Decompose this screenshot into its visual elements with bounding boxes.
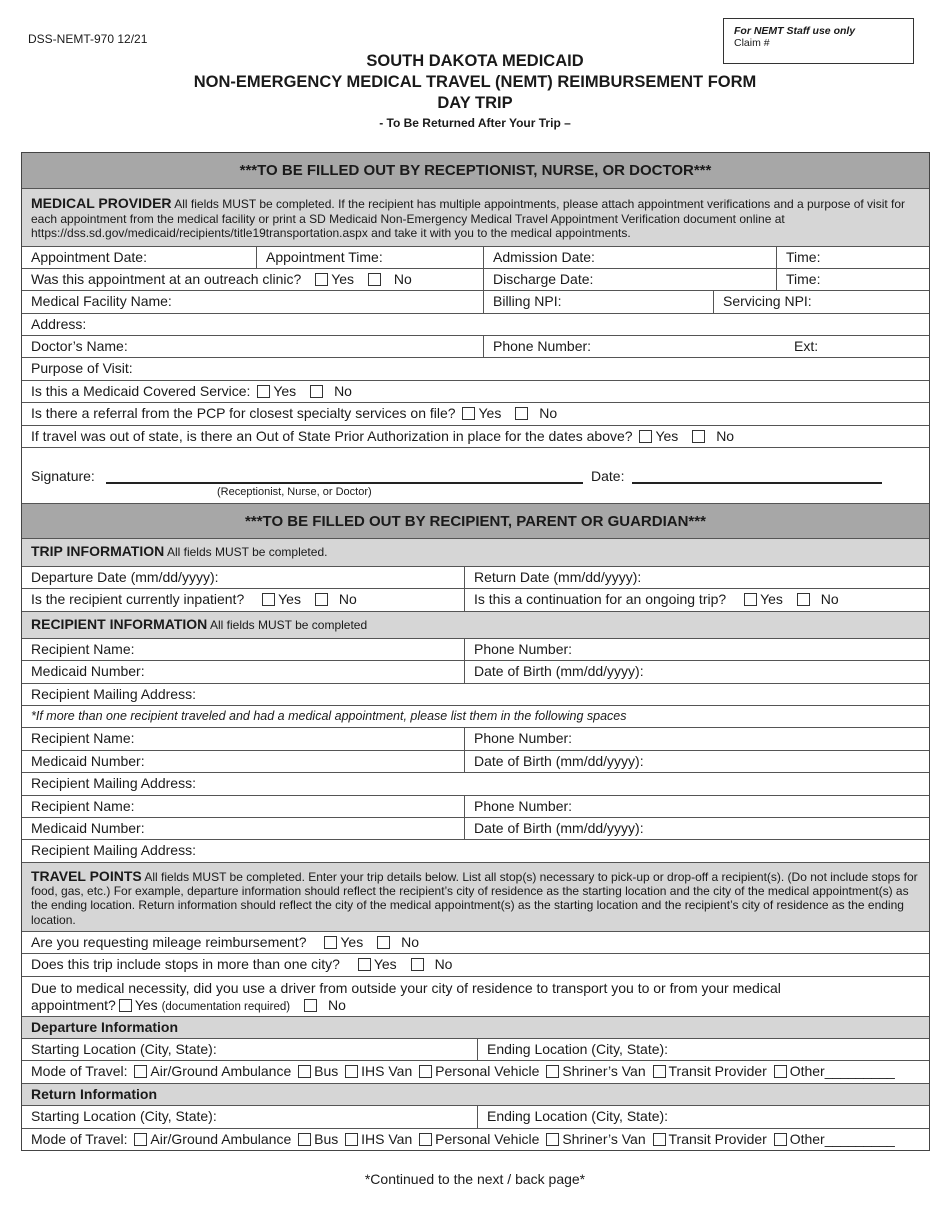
departure-date-field[interactable]: Departure Date (mm/dd/yyyy): (31, 569, 219, 586)
continuation-yes-checkbox[interactable] (744, 593, 757, 606)
departure-mode-checkbox-7[interactable] (774, 1065, 787, 1078)
departure-mode-option-3: IHS Van (361, 1063, 413, 1080)
departure-mode-option-5: Shriner’s Van (562, 1063, 646, 1080)
return-ending-location-field[interactable]: Ending Location (City, State): (477, 1106, 929, 1127)
recipient-3-name-field[interactable]: Recipient Name: (31, 797, 135, 814)
driver-question (22, 977, 929, 1016)
mileage-yes-label: Yes (340, 933, 364, 950)
referral-no-checkbox[interactable] (515, 407, 528, 420)
recipient-2-phone-field[interactable]: Phone Number: (464, 728, 929, 749)
recipient-3-address-field[interactable]: Recipient Mailing Address: (31, 842, 196, 859)
recipient-2-name-field[interactable]: Recipient Name: (31, 730, 135, 747)
signature-label: Signature: (31, 468, 95, 485)
inpatient-yes-label: Yes (278, 591, 301, 608)
address-field[interactable]: Address: (31, 315, 87, 332)
driver-yes-checkbox[interactable] (119, 999, 132, 1012)
return-mode-checkbox-7[interactable] (774, 1133, 787, 1146)
driver-no-label: No (327, 996, 346, 1013)
return-mode-option-6: Transit Provider (668, 1130, 767, 1147)
discharge-time-field[interactable]: Time: (776, 269, 929, 290)
departure-mode-label: Mode of Travel: (31, 1063, 128, 1080)
recipient-3-phone-field[interactable]: Phone Number: (464, 796, 929, 817)
travel-points-text: All fields MUST be completed. Enter your trip details below. List all stop(s) necessary to pick-up or drop-off a recipient(s). (Do not include stops for food, gas, etc.) For example, departure information should reflect the recipient’s city of residence as the starting location and the city of the medical appointment(s) as the ending location. Return information should reflect the city of the medical appointment(s) as the starting location and the recipient’s city of residence as the ending location. (31, 869, 918, 927)
appointment-time-field[interactable]: Appointment Time: (256, 247, 483, 268)
address-row (22, 313, 929, 335)
provider-band-text: ***TO BE FILLED OUT BY RECEPTIONIST, NURSE, OR DOCTOR*** (239, 162, 712, 179)
recipient-info-title: RECIPIENT INFORMATION (31, 615, 208, 632)
driver-yes-label: Yes (134, 996, 158, 1013)
departure-mode-checkbox-5[interactable] (546, 1065, 559, 1078)
provider-intro (22, 189, 929, 246)
mileage-yes-checkbox[interactable] (324, 936, 337, 949)
continuation-no-label: No (820, 591, 839, 608)
continuation-label: Is this a continuation for an ongoing trip? (474, 591, 727, 608)
trip-info-title: TRIP INFORMATION (31, 543, 165, 560)
departure-info-title: Departure Information (31, 1018, 179, 1035)
continued-note: *Continued to the next / back page* (364, 1171, 586, 1187)
recipient-3-dob-field[interactable]: Date of Birth (mm/dd/yyyy): (464, 818, 929, 839)
doctor-name-field[interactable]: Doctor’s Name: (31, 338, 128, 355)
outreach-label: Was this appointment at an outreach clinic? (31, 270, 302, 287)
signature-date-line[interactable] (632, 482, 882, 484)
stops-no-checkbox[interactable] (411, 958, 424, 971)
return-mode-option-2: Bus (314, 1130, 339, 1147)
provider-phone-field[interactable]: Phone Number: (483, 336, 785, 357)
covered-no-checkbox[interactable] (310, 385, 323, 398)
covered-service-label: Is this a Medicaid Covered Service: (31, 382, 251, 399)
documentation-required-label: (documentation required) (161, 1000, 291, 1013)
inpatient-label: Is the recipient currently inpatient? (31, 591, 245, 608)
facility-row (22, 290, 929, 312)
admission-date-field[interactable]: Admission Date: (483, 247, 776, 268)
referral-row (22, 402, 929, 424)
recipient-info-note: All fields MUST be completed (207, 617, 368, 632)
provider-section-band (22, 153, 929, 188)
referral-yes-label: Yes (478, 405, 502, 422)
driver-row (22, 976, 929, 1016)
form-id: DSS-NEMT-970 12/21 (28, 32, 148, 46)
recipient-2-address-field[interactable]: Recipient Mailing Address: (31, 775, 196, 792)
out-of-state-label: If travel was out of state, is there an Out of State Prior Authorization in place for the dates above? (31, 427, 633, 444)
return-locations-row (22, 1105, 929, 1127)
return-mode-option-3: IHS Van (361, 1130, 413, 1147)
trip-info-header (22, 538, 929, 566)
mileage-label: Are you requesting mileage reimbursement? (31, 933, 307, 950)
return-info-title: Return Information (31, 1085, 157, 1102)
purpose-of-visit-field[interactable]: Purpose of Visit: (31, 360, 133, 377)
driver-no-checkbox[interactable] (304, 999, 317, 1012)
provider-ext-field[interactable]: Ext: (794, 338, 819, 355)
recipient-2-address-row (22, 772, 929, 794)
return-date-field[interactable]: Return Date (mm/dd/yyyy): (464, 567, 929, 588)
outreach-row (22, 268, 929, 290)
appointment-row (22, 246, 929, 268)
admission-time-field[interactable]: Time: (776, 247, 929, 268)
facility-name-field[interactable]: Medical Facility Name: (31, 293, 172, 310)
departure-info-header (22, 1016, 929, 1038)
stops-yes-label: Yes (373, 956, 397, 973)
recipient-1-medicaid-row (22, 660, 929, 682)
return-mode-option-5: Shriner’s Van (562, 1130, 646, 1147)
recipient-3-medicaid-row (22, 817, 929, 839)
recipient-3-name-row (22, 795, 929, 817)
multi-recipient-note-row (22, 705, 929, 727)
recipient-1-address-row (22, 683, 929, 705)
servicing-npi-field[interactable]: Servicing NPI: (713, 291, 929, 312)
claim-number-label: Claim # (734, 37, 770, 49)
referral-label: Is there a referral from the PCP for closest specialty services on file? (31, 405, 456, 422)
recipient-2-dob-field[interactable]: Date of Birth (mm/dd/yyyy): (464, 751, 929, 772)
stops-no-label: No (434, 956, 453, 973)
return-mode-row (22, 1128, 929, 1150)
return-mode-checkbox-1[interactable] (134, 1133, 147, 1146)
return-mode-checkbox-4[interactable] (419, 1133, 432, 1146)
departure-mode-option-7: Other_________ (789, 1063, 895, 1080)
outreach-no-checkbox[interactable] (368, 273, 381, 286)
out-of-state-yes-checkbox[interactable] (639, 430, 652, 443)
departure-ending-location-field[interactable]: Ending Location (City, State): (477, 1039, 929, 1060)
return-mode-options (22, 1129, 929, 1150)
departure-mode-row (22, 1060, 929, 1082)
covered-yes-label: Yes (273, 382, 297, 399)
reimbursement-form (21, 152, 930, 1151)
provider-intro-row (22, 188, 929, 246)
recipient-band-text: ***TO BE FILLED OUT BY RECIPIENT, PARENT OR GUARDIAN*** (245, 512, 706, 530)
provider-intro-title: MEDICAL PROVIDER (31, 195, 172, 211)
departure-mode-checkbox-3[interactable] (345, 1065, 358, 1078)
trip-info-note: All fields MUST be completed. (164, 545, 328, 560)
inpatient-row (22, 588, 929, 610)
provider-intro-text: All fields MUST be completed. If the recipient has multiple appointments, please attach appointment verifications and a purpose of visit for each appointment from the medical facility or print a SD Medicaid Non-Emergency Medical Travel Appointment Verification document online at https://dss.sd.gov/medicaid/recipients/title19transportation.aspx and take it with you to the medical appointments. (31, 197, 906, 240)
return-starting-location-field[interactable]: Starting Location (City, State): (31, 1108, 217, 1125)
recipient-2-medicaid-field[interactable]: Medicaid Number: (31, 752, 145, 769)
recipient-1-address-field[interactable]: Recipient Mailing Address: (31, 685, 196, 702)
continuation-yes-label: Yes (760, 591, 783, 608)
covered-service-row (22, 380, 929, 402)
multi-recipient-note: *If more than one recipient traveled and had a medical appointment, please list them in the following spaces (31, 708, 627, 723)
continuation-no-checkbox[interactable] (797, 593, 810, 606)
recipient-section-band (22, 503, 929, 538)
doctor-row (22, 335, 929, 357)
title-line-1: SOUTH DAKOTA MEDICAID (366, 52, 584, 70)
departure-mode-checkbox-1[interactable] (134, 1065, 147, 1078)
return-mode-option-1: Air/Ground Ambulance (150, 1130, 292, 1147)
driver-question-line1: Due to medical necessity, did you use a driver from outside your city of residence to transport you to or from your medical (31, 979, 781, 996)
referral-no-label: No (539, 405, 558, 422)
signature-row (22, 447, 929, 503)
travel-points-intro-row (22, 862, 929, 931)
departure-starting-location-field[interactable]: Starting Location (City, State): (31, 1041, 217, 1058)
signature-sublabel: (Receptionist, Nurse, or Doctor) (217, 486, 372, 499)
out-of-state-no-checkbox[interactable] (692, 430, 705, 443)
recipient-info-header (22, 611, 929, 638)
travel-points-intro (22, 863, 929, 931)
stops-row (22, 953, 929, 975)
recipient-1-phone-field[interactable]: Phone Number: (464, 639, 929, 660)
departure-mode-option-2: Bus (314, 1063, 339, 1080)
inpatient-no-checkbox[interactable] (315, 593, 328, 606)
purpose-row (22, 357, 929, 379)
mileage-no-label: No (401, 933, 420, 950)
recipient-3-address-row (22, 839, 929, 861)
return-mode-option-4: Personal Vehicle (435, 1130, 540, 1147)
signature-date-label: Date: (591, 468, 625, 485)
outreach-no-label: No (393, 270, 412, 287)
discharge-date-field[interactable]: Discharge Date: (483, 269, 776, 290)
title-line-2: NON-EMERGENCY MEDICAL TRAVEL (NEMT) REIMBURSEMENT FORM (193, 73, 757, 91)
return-mode-label: Mode of Travel: (31, 1130, 128, 1147)
departure-mode-options (22, 1061, 929, 1082)
departure-mode-option-1: Air/Ground Ambulance (150, 1063, 292, 1080)
recipient-1-name-field[interactable]: Recipient Name: (31, 640, 135, 657)
return-mode-checkbox-6[interactable] (653, 1133, 666, 1146)
stops-label: Does this trip include stops in more than one city? (31, 956, 340, 973)
billing-npi-field[interactable]: Billing NPI: (483, 291, 713, 312)
departure-mode-option-4: Personal Vehicle (435, 1063, 540, 1080)
departure-locations-row (22, 1038, 929, 1060)
trip-dates-row (22, 566, 929, 588)
title-line-3: DAY TRIP (437, 94, 513, 112)
departure-mode-checkbox-2[interactable] (298, 1065, 311, 1078)
staff-box-title: For NEMT Staff use only (734, 25, 856, 37)
recipient-1-dob-field[interactable]: Date of Birth (mm/dd/yyyy): (464, 661, 929, 682)
out-of-state-yes-label: Yes (655, 427, 679, 444)
appointment-date-field[interactable]: Appointment Date: (31, 248, 147, 265)
departure-mode-option-6: Transit Provider (668, 1063, 767, 1080)
stops-yes-checkbox[interactable] (358, 958, 371, 971)
outreach-question (22, 269, 483, 290)
mileage-no-checkbox[interactable] (377, 936, 390, 949)
recipient-2-name-row (22, 727, 929, 749)
recipient-1-name-row (22, 638, 929, 660)
driver-question-line2: appointment? (31, 996, 116, 1013)
inpatient-yes-checkbox[interactable] (262, 593, 275, 606)
return-mode-checkbox-5[interactable] (546, 1133, 559, 1146)
mileage-row (22, 931, 929, 953)
departure-mode-checkbox-4[interactable] (419, 1065, 432, 1078)
travel-points-title: TRAVEL POINTS (31, 867, 142, 884)
out-of-state-no-label: No (716, 427, 735, 444)
outreach-yes-label: Yes (331, 270, 355, 287)
return-info-header (22, 1083, 929, 1105)
signature-line[interactable] (106, 482, 583, 484)
recipient-2-medicaid-row (22, 750, 929, 772)
return-mode-option-7: Other_________ (789, 1130, 895, 1147)
referral-yes-checkbox[interactable] (462, 407, 475, 420)
covered-no-label: No (334, 382, 352, 399)
outreach-yes-checkbox[interactable] (315, 273, 328, 286)
return-mode-checkbox-2[interactable] (298, 1133, 311, 1146)
inpatient-no-label: No (338, 591, 357, 608)
recipient-1-medicaid-field[interactable]: Medicaid Number: (31, 663, 145, 680)
recipient-3-medicaid-field[interactable]: Medicaid Number: (31, 819, 145, 836)
departure-mode-checkbox-6[interactable] (653, 1065, 666, 1078)
return-mode-checkbox-3[interactable] (345, 1133, 358, 1146)
out-of-state-row (22, 425, 929, 447)
covered-yes-checkbox[interactable] (257, 385, 270, 398)
title-line-4: - To Be Returned After Your Trip – (379, 116, 571, 130)
